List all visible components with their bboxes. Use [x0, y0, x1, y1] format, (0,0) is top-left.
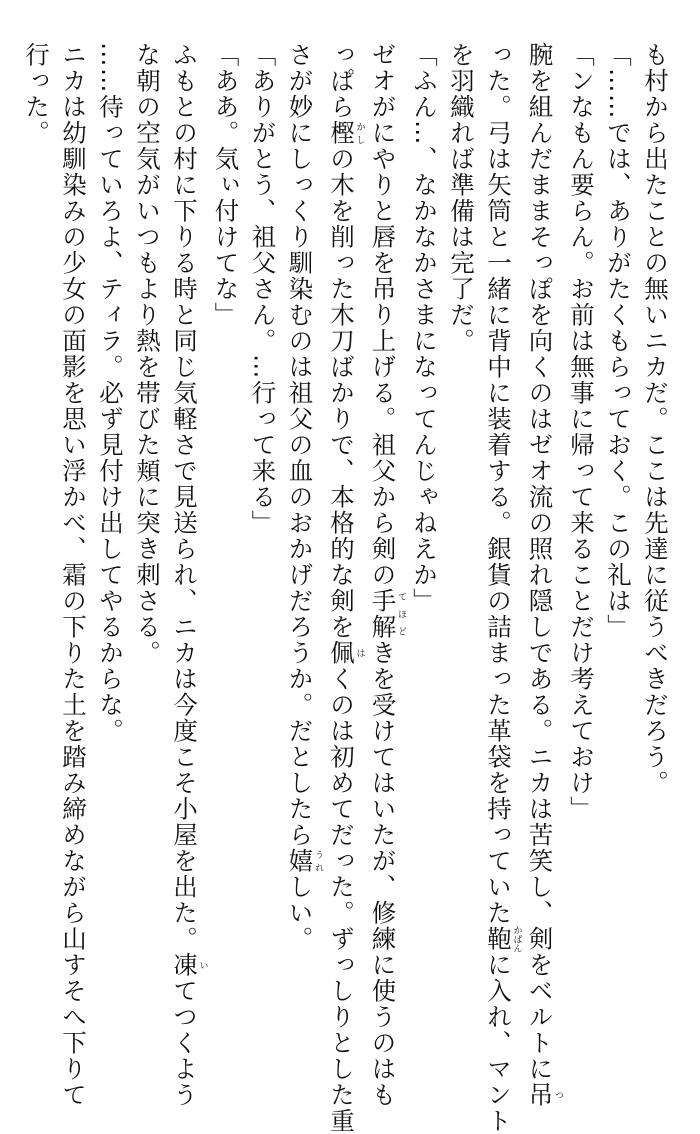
text-line-9-main: っぱら — [327, 42, 356, 120]
ruby-ure-base: 嬉 — [285, 848, 315, 874]
text-line-14: な朝の空気がいつもより熱を帯びた頬に突き刺さる。 — [133, 42, 162, 666]
text-line-8-tail: きを受けてはいたが、修練に使うのはも — [368, 640, 398, 1108]
text-line-17: 行った。 — [22, 42, 51, 146]
ruby-tsu — [525, 1082, 563, 1108]
ruby-kaban-reading: かばん — [511, 925, 522, 953]
text-line-10-tail: しい。 — [285, 874, 315, 952]
text-line-4-main: 腕を組んだままそっぽを向くのはゼオ流の照れ隠しである。ニカは苦笑し、剣をベルトに — [525, 42, 555, 1082]
ruby-kashi — [327, 120, 365, 146]
text-line-9-tail: くのは初めてだった。ずっしりとした重 — [327, 666, 356, 1134]
text-line-1: も村から出たことの無いニカだ。ここは先達に従うべきだろう。 — [641, 42, 670, 796]
text-line-13-main: ふもとの村に下りる時と同じ気軽さで見送られ、ニカは今度こそ小屋を出た。 — [170, 42, 199, 952]
ruby-i — [170, 952, 208, 978]
text-line-6: を羽織れば準備は完了だ。 — [447, 42, 476, 354]
text-line-10-main: さが妙にしっくり馴染むのは祖父の血のおかげだろうか。だとしたら — [285, 42, 315, 848]
text-line-2: 「……では、ありがたくもらっておく。この礼は」 — [604, 42, 633, 640]
text-line-9 — [323, 42, 365, 1134]
text-line-13 — [166, 42, 208, 1108]
ruby-ha — [327, 640, 365, 666]
ruby-ha-base: 佩 — [327, 640, 356, 666]
text-line-16: ニカは幼馴染みの少女の面影を思い浮かべ、霜の下りた土を踏み締めながら山すそへ下りて — [59, 42, 88, 1108]
ruby-tsu-base: 吊 — [525, 1082, 555, 1108]
ruby-kashi-base: 樫 — [327, 120, 356, 146]
text-line-15: ……待っていろよ、ティラ。必ず見付け出してやるからな。 — [96, 42, 125, 744]
text-line-5 — [480, 42, 522, 1134]
text-line-8 — [365, 42, 407, 1108]
ruby-i-base: 凍 — [170, 952, 199, 978]
text-line-10 — [282, 42, 324, 982]
ruby-ha-reading: は — [354, 640, 365, 666]
ruby-i-reading: い — [197, 952, 208, 978]
text-line-13-tail: てつくよう — [170, 978, 199, 1108]
ruby-kaban-base: 鞄 — [484, 925, 513, 953]
text-line-3: 「ンなもん要らん。お前は無事に帰って来ることだけ考えておけ」 — [567, 42, 596, 822]
text-line-8-main: ゼオがにやりと唇を吊り上げる。祖父から剣の — [368, 42, 398, 588]
text-line-4 — [522, 42, 564, 1108]
text-line-5-main: った。弓は矢筒と一緒に背中に装着する。銀貨の詰まった革袋を持っていた — [484, 42, 513, 926]
vertical-text-body — [18, 42, 674, 1134]
ruby-tehodo-reading: てほど — [396, 588, 406, 640]
ruby-tsu-reading: つ — [553, 1082, 563, 1108]
text-line-11: 「ありがとう、祖父さん。…行って来る」 — [248, 42, 278, 536]
ruby-tehodo — [368, 588, 406, 640]
text-line-9-mid: の木を削った木刀ばかりで、本格的な剣を — [327, 146, 356, 640]
ruby-kashi-reading: かし — [354, 120, 365, 146]
text-line-12: 「ああ。気ぃ付けてな」 — [211, 42, 241, 328]
ruby-te-base: 手 — [368, 588, 398, 614]
text-line-7: 「ふん…、なかなかさまになってんじゃねえか」 — [410, 42, 439, 614]
ruby-ure-reading: うれ — [313, 848, 323, 874]
ruby-hodo-base: 解 — [368, 614, 398, 640]
ruby-kaban — [484, 925, 522, 953]
text-line-5-tail: に入れ、マント — [484, 952, 513, 1134]
ruby-ure — [285, 848, 323, 874]
